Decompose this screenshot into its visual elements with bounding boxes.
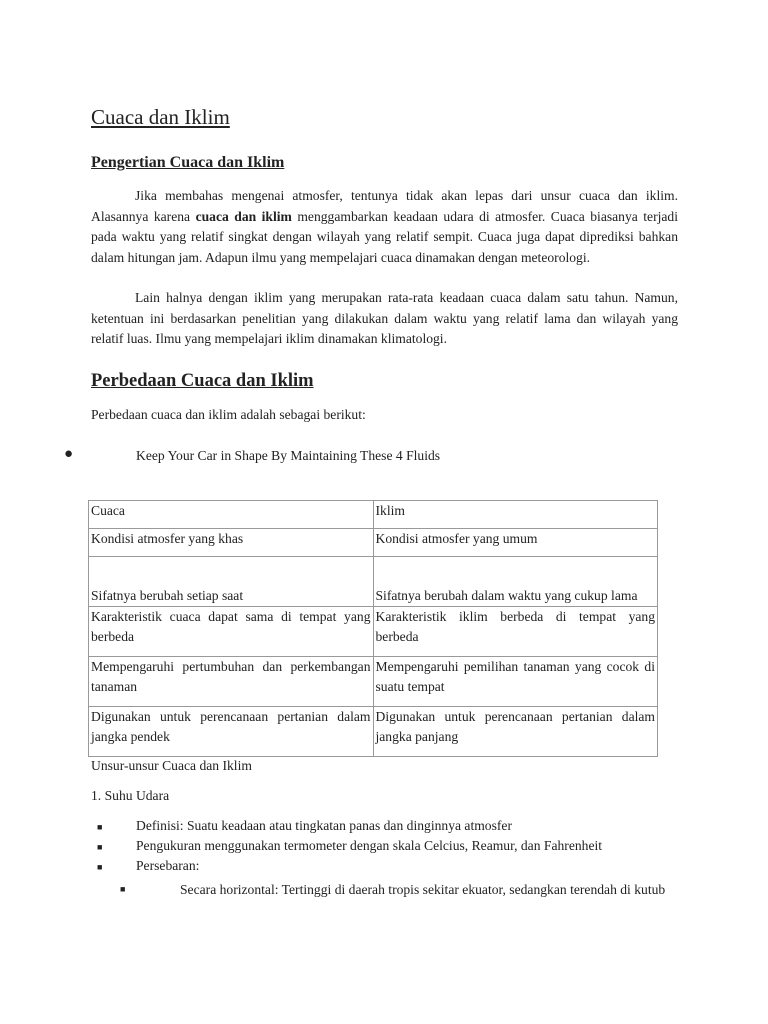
square-bullet-icon: ■ [97, 842, 103, 852]
bullet-dot-icon: ● [64, 446, 74, 462]
square-bullet-icon: ■ [120, 884, 126, 894]
section-heading-perbedaan: Perbedaan Cuaca dan Iklim [91, 371, 314, 391]
unsur-heading: Unsur-unsur Cuaca dan Iklim [91, 758, 252, 773]
square-bullet-icon: ■ [97, 822, 103, 832]
table-row [89, 557, 658, 607]
table-row [89, 529, 658, 557]
table-cell: Kondisi atmosfer yang umum [373, 529, 658, 557]
table-row [89, 657, 658, 707]
para2-text: Lain halnya dengan iklim yang merupakan rata-rata keadaan cuaca dalam satu tahun. Namun, ketentuan ini berdasarkan penelitian yang dilakukan dalam waktu yang relatif lama dan wilayah yang relatif luas. Ilmu yang mempelajari iklim dinamakan klimatologi. [91, 290, 678, 346]
table-header-cuaca: Cuaca [89, 501, 374, 529]
table-cell: Mempengaruhi pertumbuhan dan perkembangan tanaman [89, 657, 374, 707]
suhu-udara-subheading: 1. Suhu Udara [91, 788, 170, 803]
document-title: Cuaca dan Iklim [91, 105, 230, 129]
table-cell: Digunakan untuk perencanaan pertanian dalam jangka pendek [89, 707, 374, 757]
table-cell: Karakteristik cuaca dapat sama di tempat yang berbeda [89, 607, 374, 657]
para1-bold-term: cuaca dan iklim [195, 208, 292, 224]
table-row [89, 607, 658, 657]
para1-text-end: menggambarkan keadaan udara di atmosfer. Cuaca biasanya terjadi pada waktu yang relatif singkat dengan wilayah yang relatif sempit. Cuaca juga dapat diprediksi bahkan dalam hitungan jam. Adapun ilmu yang mempelajari cuaca dinamakan dengan meteorologi. [91, 208, 679, 265]
section-heading-pengertian: Pengertian Cuaca dan Iklim [91, 154, 285, 171]
para1-text-start: Jika membahas mengenai atmosfer, tentunya tidak akan lepas dari unsur cuaca dan iklim. Alasannya karena [91, 188, 678, 224]
paragraph-pengertian-1 [91, 186, 678, 268]
table-row [89, 707, 658, 757]
list-item: Pengukuran menggunakan termometer dengan skala Celcius, Reamur, dan Fahrenheit [136, 838, 603, 853]
list-subitem: Secara horizontal: Tertinggi di daerah tropis sekitar ekuator, sedangkan terendah di kutub [180, 882, 666, 897]
table-cell: Digunakan untuk perencanaan pertanian dalam jangka panjang [373, 707, 658, 757]
list-item: Persebaran: [136, 858, 200, 873]
table-cell: Mempengaruhi pemilihan tanaman yang cocok di suatu tempat [373, 657, 658, 707]
table-cell: Kondisi atmosfer yang khas [89, 529, 374, 557]
perbedaan-intro: Perbedaan cuaca dan iklim adalah sebagai berikut: [91, 407, 366, 422]
paragraph-pengertian-2 [91, 288, 678, 350]
comparison-table [88, 500, 658, 757]
table-cell: Sifatnya berubah setiap saat [89, 557, 374, 607]
list-item: Definisi: Suatu keadaan atau tingkatan panas dan dinginnya atmosfer [136, 818, 512, 833]
bullet-link-text[interactable]: Keep Your Car in Shape By Maintaining These 4 Fluids [136, 448, 441, 463]
table-cell: Sifatnya berubah dalam waktu yang cukup lama [373, 557, 658, 607]
table-cell: Karakteristik iklim berbeda di tempat yang berbeda [373, 607, 658, 657]
table-header-row [89, 501, 658, 529]
table-header-iklim: Iklim [373, 501, 658, 529]
square-bullet-icon: ■ [97, 862, 103, 872]
